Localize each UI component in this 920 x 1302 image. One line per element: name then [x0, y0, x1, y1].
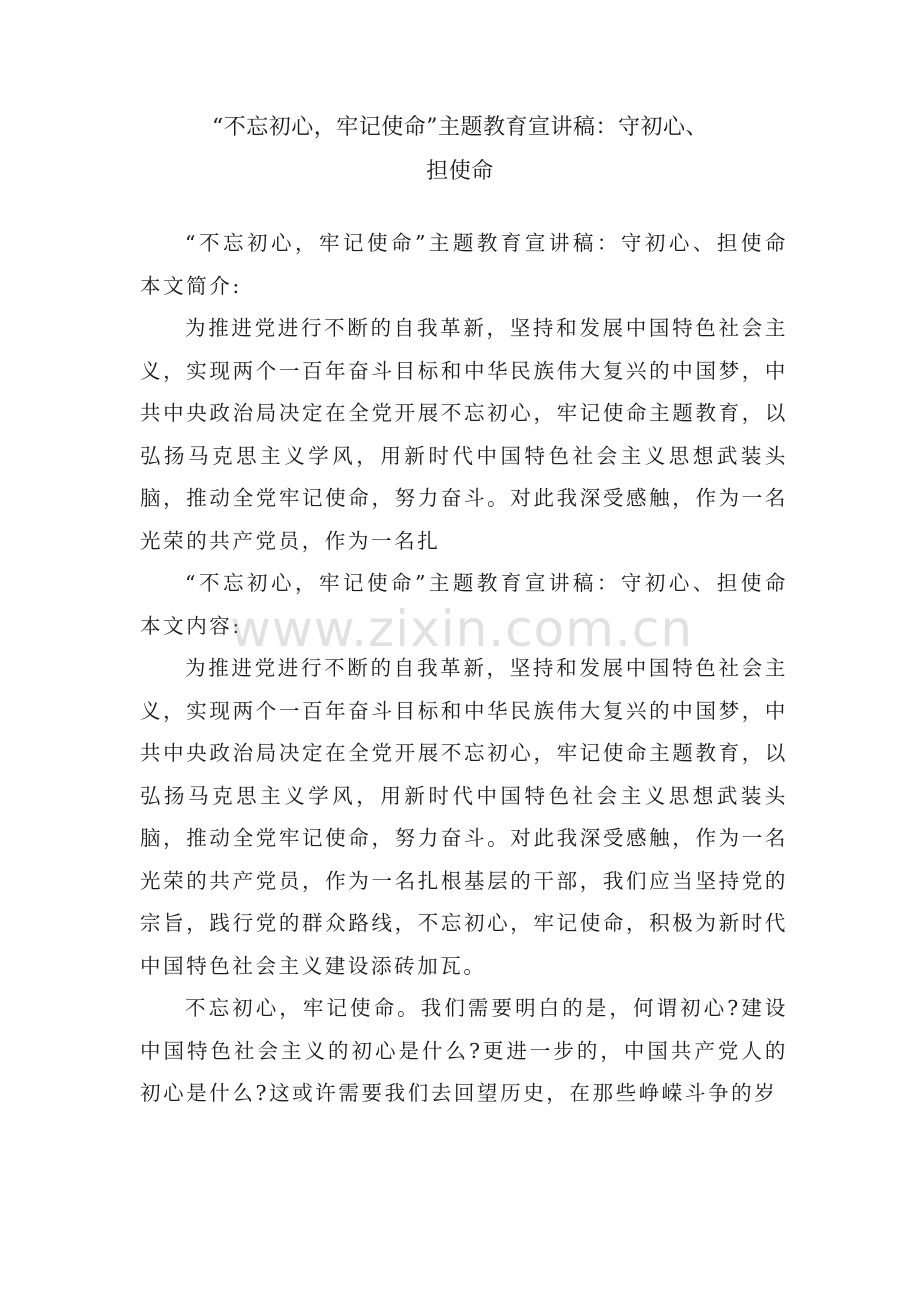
title-line-1: “不忘初心，牢记使命”主题教育宣讲稿：守初心、	[212, 115, 708, 140]
paragraph: 不忘初心，牢记使命。我们需要明白的是，何谓初心?建设中国特色社会主义的初心是什么?更进一步的，中国共产党人的初心是什么?这或许需要我们去回望历史，在那些峥嵘斗争的岁	[140, 996, 788, 1105]
paragraph: “不忘初心，牢记使命”主题教育宣讲稿：守初心、担使命 本文内容:	[140, 571, 788, 638]
title-line-2: 担使命	[426, 159, 494, 184]
paragraph: 为推进党进行不断的自我革新，坚持和发展中国特色社会主义，实现两个一百年奋斗目标和中华民族伟大复兴的中国梦，中共中央政治局决定在全党开展不忘初心，牢记使命主题教育，以弘扬马克思主义学风，用新时代中国特色社会主义思想武装头脑，推动全党牢记使命，努力奋斗。对此我深受感触，作为一名光荣的共产党员，作为一名扎根基层的干部，我们应当坚持党的宗旨，践行党的群众路线，不忘初心，牢记使命，积极为新时代中国特色社会主义建设添砖加瓦。	[140, 656, 788, 978]
paragraph: “不忘初心，牢记使命”主题教育宣讲稿：守初心、担使命 本文简介:	[140, 231, 788, 298]
document-title	[140, 106, 780, 194]
watermark: www.zixin.com.cn	[230, 600, 694, 658]
document-body	[140, 222, 788, 1115]
paragraph: 为推进党进行不断的自我革新，坚持和发展中国特色社会主义，实现两个一百年奋斗目标和中华民族伟大复兴的中国梦，中共中央政治局决定在全党开展不忘初心，牢记使命主题教育，以弘扬马克思主义学风，用新时代中国特色社会主义思想武装头脑，推动全党牢记使命，努力奋斗。对此我深受感触，作为一名光荣的共产党员，作为一名扎	[140, 316, 788, 553]
